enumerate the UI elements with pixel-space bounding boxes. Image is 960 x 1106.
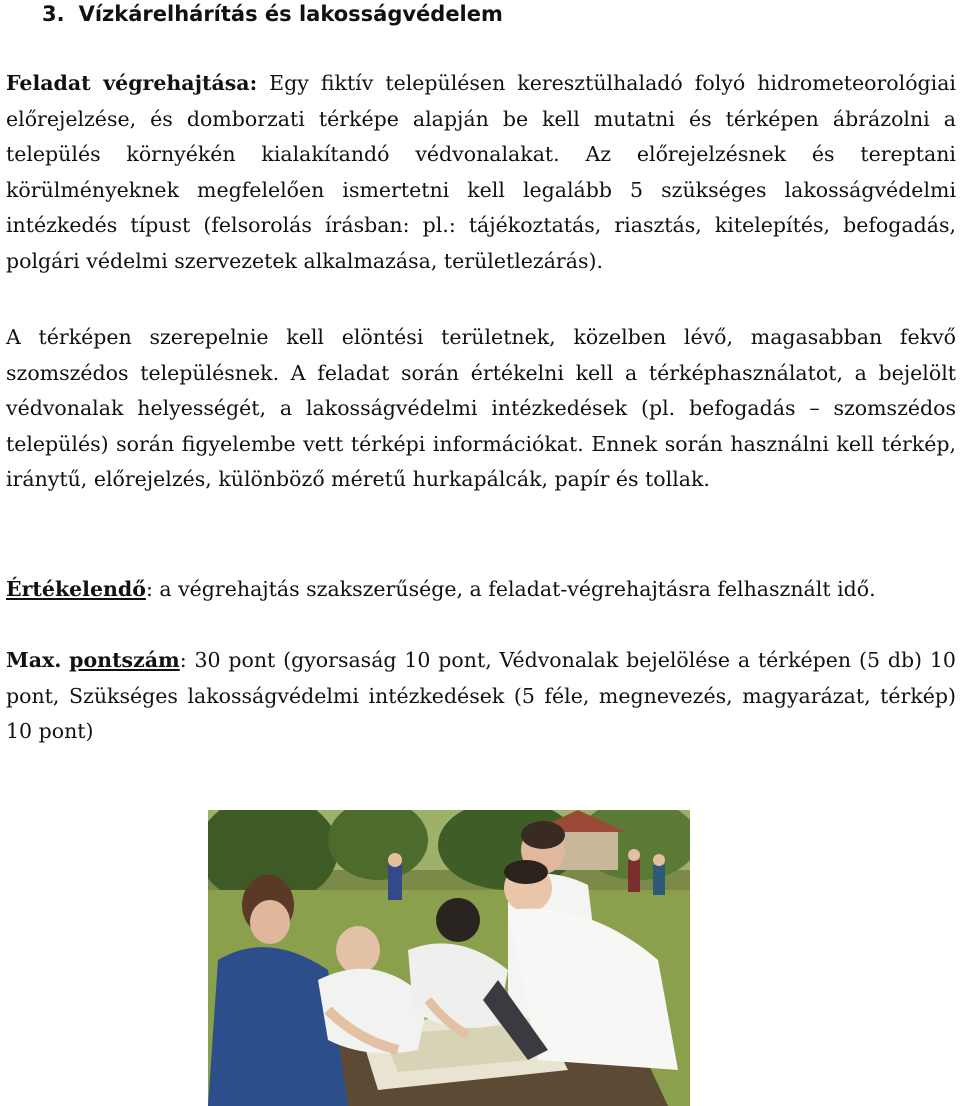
evaluation-label: Értékelendő <box>6 577 146 601</box>
section-title: Vízkárelhárítás és lakosságvédelem <box>78 2 503 26</box>
photo-illustration <box>208 810 690 1106</box>
section-heading <box>42 0 503 28</box>
max-points-text: : 30 pont (gyorsaság 10 pont, Védvonalak bejelölése a térképen (5 db) 10 pont, Szükséges lakosságvédelmi intézkedések (5 féle, megnevezés, magyarázat, térkép) 10 pont) <box>6 648 956 744</box>
group-photo <box>208 810 690 1106</box>
task-label: Feladat végrehajtása: <box>6 71 258 95</box>
map-paragraph <box>6 320 956 498</box>
task-paragraph <box>6 66 956 280</box>
map-paragraph-text: A térképen szerepelnie kell elöntési területnek, közelben lévő, magasabban fekvő szomszédos településnek. A feladat során értékelni kell a térképhasználatot, a bejelölt védvonalak helyességét, a lakosságvédelmi intézkedések (pl. befogadás – szomszédos település) során figyelembe vett térképi információkat. Ennek során használni kell térkép, iránytű, előrejelzés, különböző méretű hurkapálcák, papír és tollak. <box>6 325 956 492</box>
points-label: pontszám <box>69 648 180 672</box>
task-text: Egy fiktív településen keresztülhaladó folyó hidrometeorológiai előrejelzése, és domborzati térképe alapján be kell mutatni és térképen ábrázolni a település környékén kialakítandó védvonalakat. Az előrejelzésnek és tereptani körülményeknek megfelelően ismertetni kell legalább 5 szükséges lakosságvédelmi intézkedés típust (felsorolás írásban: pl.: tájékoztatás, riasztás, kitelepítés, befogadás, polgári védelmi szervezetek alkalmazása, területlezárás). <box>6 71 956 273</box>
evaluation-paragraph <box>6 572 956 608</box>
max-label: Max. <box>6 648 62 672</box>
section-number: 3. <box>42 2 65 26</box>
evaluation-text: : a végrehajtás szakszerűsége, a feladat-végrehajtásra felhasznált idő. <box>145 577 876 601</box>
max-points-paragraph <box>6 643 956 750</box>
